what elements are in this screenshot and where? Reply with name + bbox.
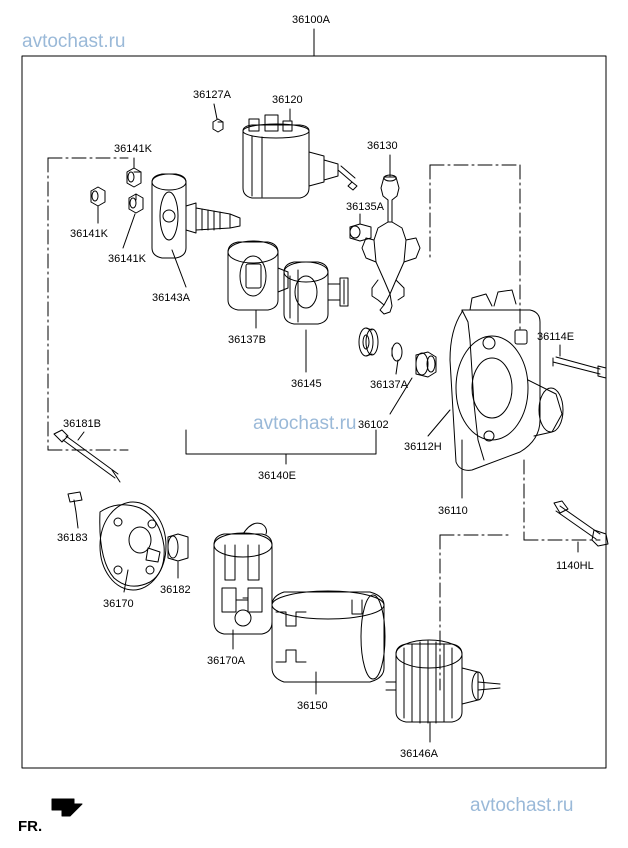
part-label-36137B: 36137B [228, 334, 266, 346]
part-36145 [284, 262, 348, 372]
part-36181B [54, 430, 120, 482]
watermark-bottom-right: avtochast.ru [470, 795, 574, 816]
part-label-36102: 36102 [358, 419, 389, 431]
group-36140E [186, 430, 376, 464]
part-36183 [68, 492, 82, 528]
watermark-top-left: avtochast.ru [22, 31, 126, 52]
part-label-36182: 36182 [160, 584, 191, 596]
part-label-36135A: 36135A [346, 201, 384, 213]
part-label-36143A: 36143A [152, 292, 190, 304]
part-label-36183: 36183 [57, 532, 88, 544]
part-label-36127A: 36127A [193, 89, 231, 101]
part-label-36112H: 36112H [404, 441, 442, 453]
part-label-36141K-left: 36141K [70, 228, 108, 240]
part-label-36141K-mid: 36141K [108, 253, 146, 265]
part-label-36110: 36110 [438, 505, 468, 517]
part-label-36170: 36170 [103, 598, 134, 610]
part-36170 [100, 502, 166, 592]
part-36114E [553, 345, 606, 378]
part-label-36130: 36130 [367, 140, 398, 152]
part-label-36120: 36120 [272, 94, 303, 106]
part-label-1140HL: 1140HL [556, 560, 594, 572]
part-label-36114E: 36114E [537, 331, 575, 343]
part-36137B [228, 241, 288, 328]
part-label-36181B: 36181B [63, 418, 101, 430]
part-36110 [450, 290, 563, 498]
part-label-36141K-top: 36141K [114, 143, 152, 155]
part-1140HL [554, 501, 608, 552]
part-36150 [272, 591, 385, 694]
part-label-36146A: 36146A [400, 748, 438, 760]
part-36112H [428, 410, 450, 436]
part-36120 [243, 109, 357, 198]
part-label-36140E: 36140E [258, 470, 296, 482]
part-36182 [168, 534, 188, 578]
part-label-36100A: 36100A [292, 14, 330, 26]
part-36127A [213, 104, 223, 132]
watermark-center: avtochast.ru [253, 413, 357, 434]
part-36146A [386, 640, 500, 742]
part-36137A [359, 328, 402, 374]
diagram-frame [22, 56, 606, 768]
fr-arrow [52, 799, 82, 816]
part-label-36137A: 36137A [370, 379, 408, 391]
part-36143A [152, 174, 240, 287]
part-label-36150: 36150 [297, 700, 328, 712]
front-orientation-label: FR. [18, 818, 43, 835]
part-36170A [214, 523, 272, 649]
part-36135A [350, 214, 371, 241]
part-label-36170A: 36170A [207, 655, 245, 667]
part-label-36145: 36145 [291, 378, 322, 390]
